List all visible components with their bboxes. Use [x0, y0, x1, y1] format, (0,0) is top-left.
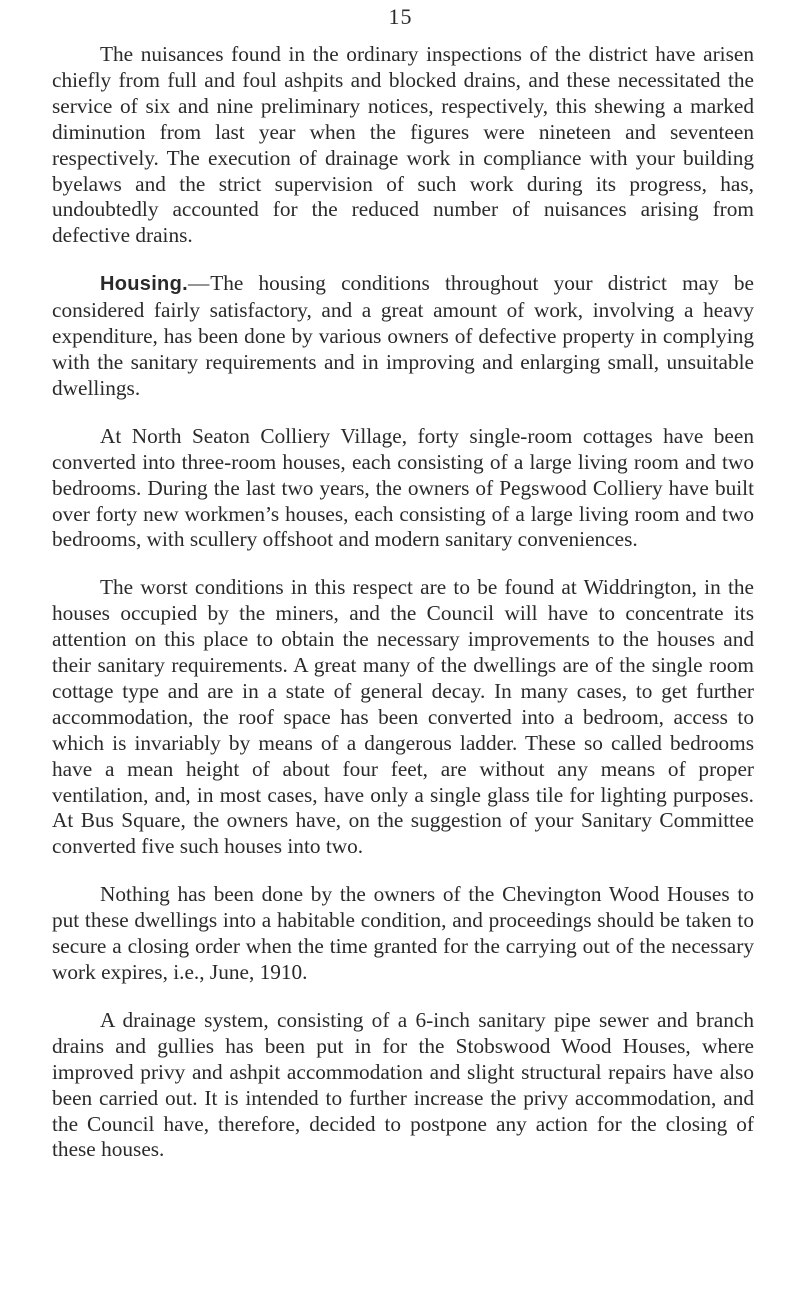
- paragraph-nuisances: The nuisances found in the ordinary inspections of the district have arisen chiefly from full and foul ashpits and blocked drains, and these necessitated the service of six and nine preliminary notices, respectively, this shewing a marked diminution from last year when the figures were nineteen and seventeen respectively. The execution of drainage work in compliance with your building byelaws and the strict supervision of such work during its progress, has, undoubtedly accounted for the reduced number of nuisances arising from defective drains.: [52, 42, 754, 248]
- paragraph-housing: [52, 271, 754, 402]
- page-number: 15: [388, 4, 413, 29]
- heading-dash: —: [187, 271, 210, 296]
- paragraph-widdrington: The worst conditions in this respect are to be found at Widdrington, in the houses occupied by the miners, and the Council will have to concentrate its attention on this place to obtain the necessary improvements to the houses and their sanitary requirements. A great many of the dwellings are of the single room cottage type and are in a state of general decay. In many cases, to get further accommodation, the roof space has been converted into a bedroom, access to which is invariably by means of a dangerous ladder. These so called bedrooms have a mean height of about four feet, are without any means of proper ventilation, and, in most cases, have only a single glass tile for lighting purposes. At Bus Square, the owners have, on the suggestion of your Sanitary Committee converted five such houses into two.: [52, 575, 754, 859]
- paragraph-chevington: Nothing has been done by the owners of the Chevington Wood Houses to put these dwellings into a habitable condition, and proceedings should be taken to secure a closing order when the time granted for the carrying out of the necessary work expires, i.e., June, 1910.: [52, 882, 754, 984]
- paragraph-housing-text: The housing conditions throughout your district may be considered fairly satisfactory, and a great amount of work, involving a heavy expenditure, has been done by various owners of defective property in complying with the sanitary requirements and in improving and enlarging small, unsuitable dwellings.: [52, 271, 754, 400]
- body-text: [52, 42, 754, 1185]
- paragraph-north-seaton: At North Seaton Colliery Village, forty single-room cottages have been converted into three-room houses, each consisting of a large living room and two bedrooms. During the last two years, the owners of Pegswood Colliery have built over forty new workmen’s houses, each consisting of a large living room and two bedrooms, with scullery offshoot and modern sanitary conveniences.: [52, 423, 754, 552]
- section-heading-housing: Housing.: [100, 273, 188, 296]
- paragraph-stobswood: A drainage system, consisting of a 6-inch sanitary pipe sewer and branch drains and gullies has been put in for the Stobswood Wood Houses, where improved privy and ashpit accommodation and slight structural repairs have also been carried out. It is intended to further increase the privy accommodation, and the Council have, therefore, decided to postpone any action for the closing of these houses.: [52, 1007, 754, 1162]
